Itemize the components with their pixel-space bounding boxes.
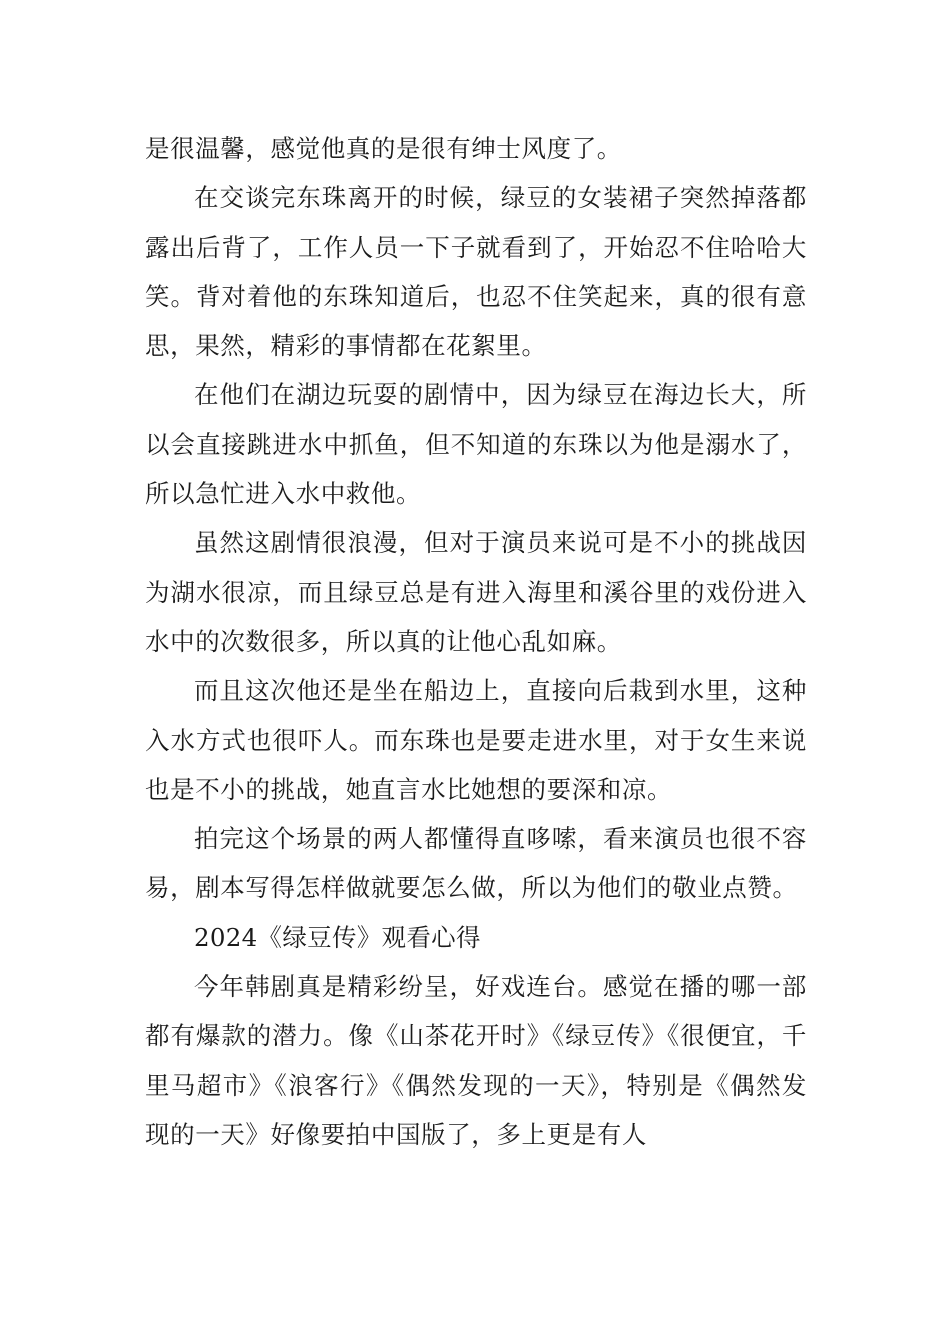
document-body [145,124,807,1159]
paragraph: 在他们在湖边玩耍的剧情中，因为绿豆在海边长大，所以会直接跳进水中抓鱼，但不知道的东珠以为他是溺水了，所以急忙进入水中救他。 [145,380,807,509]
paragraph: 在交谈完东珠离开的时候，绿豆的女装裙子突然掉落都露出后背了，工作人员一下子就看到了，开始忍不住哈哈大笑。背对着他的东珠知道后，也忍不住笑起来，真的很有意思，果然，精彩的事情都在花絮里。 [145,183,807,361]
paragraph: 今年韩剧真是精彩纷呈，好戏连台。感觉在播的哪一部都有爆款的潜力。像《山茶花开时》《绿豆传》《很便宜，千里马超市》《浪客行》《偶然发现的一天》，特别是《偶然发现的一天》好像要拍中国版了，多上更是有人 [145,972,807,1149]
paragraph: 而且这次他还是坐在船边上，直接向后栽到水里，这种入水方式也很吓人。而东珠也是要走进水里，对于女生来说也是不小的挑战，她直言水比她想的要深和凉。 [145,676,807,804]
section-heading: 2024《绿豆传》观看心得 [194,922,481,952]
paragraph: 拍完这个场景的两人都懂得直哆嗦，看来演员也很不容易，剧本写得怎样做就要怎么做，所以为他们的敬业点赞。 [145,824,807,903]
paragraph: 虽然这剧情很浪漫，但对于演员来说可是不小的挑战因为湖水很凉，而且绿豆总是有进入海里和溪谷里的戏份进入水中的次数很多，所以真的让他心乱如麻。 [145,528,807,656]
paragraph-continued: 是很温馨，感觉他真的是很有绅士风度了。 [145,134,622,163]
